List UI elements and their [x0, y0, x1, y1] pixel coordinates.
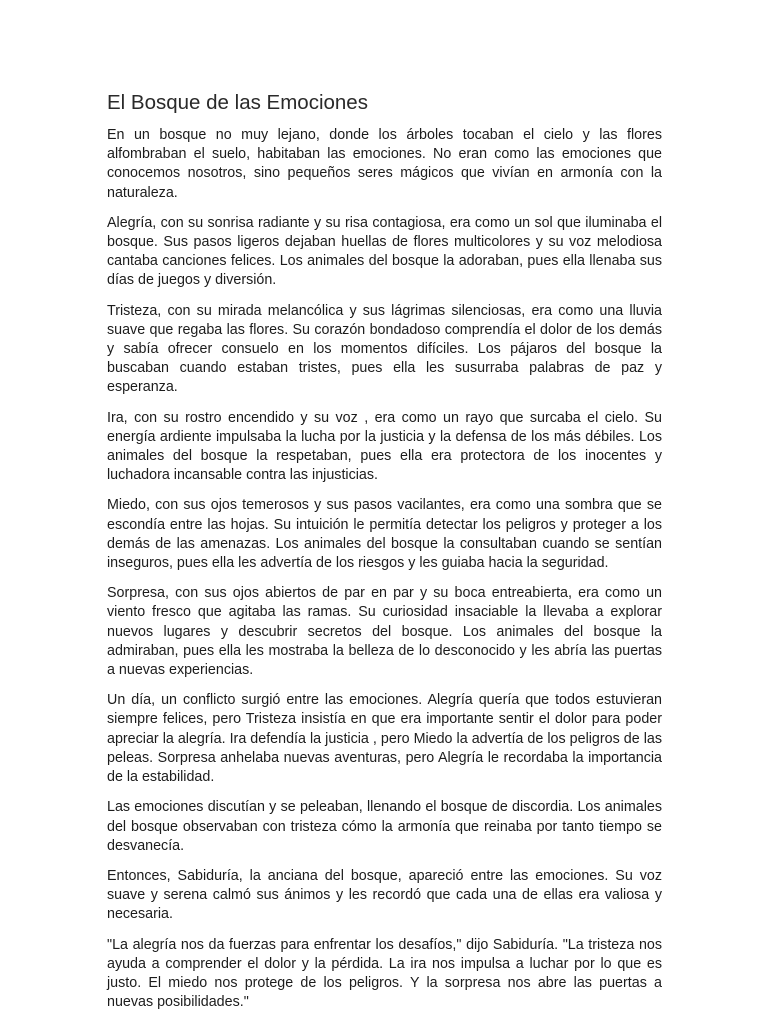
paragraph-4: Ira, con su rostro encendido y su voz , era como un rayo que surcaba el cielo. Su energía ardiente impulsaba la lucha por la justicia y la defensa de los más débiles. Los animales del bosque la respetaban, pues ella era protectora de los inocentes y luchadora incansable contra las injusticias. [107, 409, 662, 484]
paragraph-2: Alegría, con su sonrisa radiante y su risa contagiosa, era como un sol que iluminaba el bosque. Sus pasos ligeros dejaban huellas de flores multicolores y su voz melodiosa cantaba canciones felices. Los animales del bosque la adoraban, pues ella llenaba sus días de juegos y diversión. [107, 214, 662, 289]
paragraph-8: Las emociones discutían y se peleaban, llenando el bosque de discordia. Los animales del bosque observaban con tristeza cómo la armonía que reinaba por tanto tiempo se desvanecía. [107, 799, 662, 854]
paragraph-10: "La alegría nos da fuerzas para enfrentar los desafíos," dijo Sabiduría. "La tristeza nos ayuda a comprender el dolor y la pérdida. La ira nos impulsa a luchar por lo que es justo. El miedo nos protege de los peligros. Y la sorpresa nos abre las puertas a nuevas posibilidades." [107, 936, 662, 1011]
paragraph-3: Tristeza, con su mirada melancólica y sus lágrimas silenciosas, era como una lluvia suave que regaba las flores. Su corazón bondadoso comprendía el dolor de los demás y sabía ofrecer consuelo en los momentos difíciles. Los pájaros del bosque la buscaban cuando estaban tristes, pues ella les susurraba palabras de paz y esperanza. [107, 302, 662, 396]
paragraph-9: Entonces, Sabiduría, la anciana del bosque, apareció entre las emociones. Su voz suave y serena calmó sus ánimos y les recordó que cada una de ellas era valiosa y necesaria. [107, 867, 662, 923]
paragraph-7: Un día, un conflicto surgió entre las emociones. Alegría quería que todos estuvieran siempre felices, pero Tristeza insistía en que era importante sentir el dolor para poder apreciar la alegría. Ira defendía la justicia , pero Miedo la advertía de los peligros de las peleas. Sorpresa anhelaba nuevas aventuras, pero Alegría le recordaba la importancia de la estabilidad. [107, 692, 662, 786]
paragraph-1: En un bosque no muy lejano, donde los árboles tocaban el cielo y las flores alfombraban el suelo, habitaban las emociones. No eran como las emociones que conocemos nosotros, sino pequeños seres mágicos que vivían en armonía con la naturaleza. [107, 127, 662, 201]
paragraph-5: Miedo, con sus ojos temerosos y sus pasos vacilantes, era como una sombra que se escondía entre las hojas. Su intuición le permitía detectar los peligros y proteger a los demás de las amenazas. Los animales del bosque la consultaban cuando se sentían inseguros, pues ella les advertía de los riesgos y les guiaba hacia la seguridad. [107, 497, 662, 572]
paragraph-6: Sorpresa, con sus ojos abiertos de par en par y su boca entreabierta, era como un viento fresco que agitaba las ramas. Su curiosidad insaciable la llevaba a explorar nuevos lugares y descubrir secretos del bosque. Los animales del bosque la admiraban, pues ella les mostraba la belleza de lo desconocido y les abría las puertas a nuevas experiencias. [107, 585, 662, 679]
document-title: El Bosque de las Emociones [107, 91, 368, 114]
